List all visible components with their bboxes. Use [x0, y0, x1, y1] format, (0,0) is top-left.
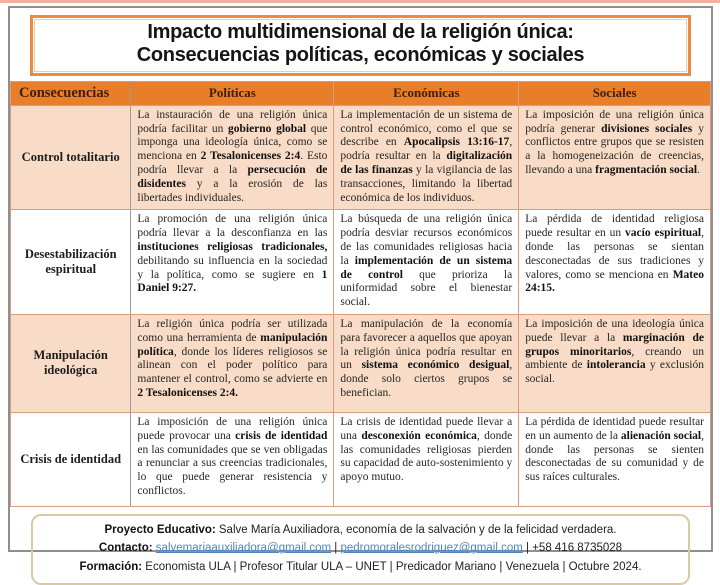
cell-manipulacion-sociales: La imposición de una ideología única puede llevar a la marginación de grupos minoritarios, creando un ambiente de intolerancia y exclusión social. — [519, 314, 711, 412]
cell-control-politicas: La instauración de una religión única podría facilitar un gobierno global que imponga una ideología única, como se menciona en 2 Tesalonicenses 2:4. Esto podría llevar a la persecución de disidentes y a la erosión de las libertades individuales. — [131, 105, 334, 210]
email-link-pedromorales[interactable]: pedromoralesrodriguez@gmail.com — [340, 542, 523, 555]
table-row-control-totalitario — [11, 105, 711, 210]
footer-box — [31, 514, 690, 585]
cell-control-economicas: La implementación de un sistema de control económico, como el que se describe en Apocalipsis 13:16-17, podría resultar en la digitalización de las finanzas y la vigilancia de las transacciones, limitando la libertad económica de los individuos. — [334, 105, 519, 210]
cell-control-sociales: La imposición de una religión única podría generar divisiones sociales y conflictos entre grupos que se resisten a la homogeneización de creencias, llevando a una fragmentación social. — [519, 105, 711, 210]
cell-desestabilizacion-economicas: La búsqueda de una religión única podría desviar recursos económicos de las comunidades religiosas hacia la implementación de un sistema de control que prioriza la uniformidad sobre el bienestar social. — [334, 210, 519, 315]
table-header-row — [11, 81, 711, 105]
header-cell-politicas: Políticas — [131, 81, 334, 105]
separator-pipe: | — [331, 542, 341, 555]
consequences-table — [10, 81, 711, 507]
cell-crisis-sociales: La pérdida de identidad puede resultar en un aumento de la alienación social, donde las personas se sienten desconectadas de su comunidad y de sus raíces culturales. — [519, 412, 711, 506]
row-label: Control totalitario — [11, 105, 131, 210]
title-box — [30, 15, 691, 76]
cell-manipulacion-politicas: La religión única podría ser utilizada como una herramienta de manipulación política, donde los líderes religiosos se alinean con el poder político para mantener el control, como se advierte en 2 Tesalonicenses 2:4. — [131, 314, 334, 412]
header-cell-consecuencias: Consecuencias — [11, 81, 131, 105]
row-label: Crisis de identidad — [11, 412, 131, 506]
footer-line-proyecto — [43, 521, 678, 539]
cell-crisis-economicas: La crisis de identidad puede llevar a una desconexión económica, donde las comunidades religiosas pierden su capacidad de auto-sostenimiento y apoyo mutuo. — [334, 412, 519, 506]
table-row-desestabilizacion-espiritual — [11, 210, 711, 315]
top-edge-strip — [0, 0, 720, 3]
table-row-manipulacion-ideologica — [11, 314, 711, 412]
email-link-salvemaria[interactable]: salvemariaauxiliadora@gmail.com — [155, 542, 332, 555]
table-row-crisis-de-identidad — [11, 412, 711, 506]
footer-text-proyecto: Salve María Auxiliadora, economía de la salvación y de la felicidad verdadera. — [215, 523, 617, 536]
cell-crisis-politicas: La imposición de una religión única puede provocar una crisis de identidad en las comunidades que se ven obligadas a renunciar a sus creencias tradicionales, lo que puede generar resistencia y conflictos. — [131, 412, 334, 506]
footer-line-formacion — [43, 558, 678, 576]
row-label: Desestabilización espiritual — [11, 210, 131, 315]
footer-text-formacion: Economista ULA | Profesor Titular ULA – UNET | Predicador Mariano | Venezuela | Octubre 2024. — [142, 560, 642, 573]
cell-desestabilizacion-politicas: La promoción de una religión única podría llevar a la desconfianza en las instituciones religiosas tradicionales, debilitando su influencia en la sociedad y la política, como se sugiere en 1 Daniel 9:27. — [131, 210, 334, 315]
footer-label-formacion: Formación: — [79, 560, 143, 573]
cell-manipulacion-economicas: La manipulación de la economía para favorecer a aquellos que apoyan la religión única podría resultar en un sistema económico desigual, donde solo ciertos grupos se benefician. — [334, 314, 519, 412]
page-title-line-1: Impacto multidimensional de la religión única: — [147, 21, 574, 43]
footer-line-contacto — [43, 539, 678, 557]
cell-desestabilizacion-sociales: La pérdida de identidad religiosa puede resultar en un vacío espiritual, donde las personas se sientan desconectadas de sus tradiciones y valores, como se menciona en Mateo 24:15. — [519, 210, 711, 315]
row-label: Manipulación ideológica — [11, 314, 131, 412]
page-title-line-2: Consecuencias políticas, económicas y sociales — [136, 44, 585, 67]
footer-phone: | +58 416 8735028 — [522, 542, 623, 555]
footer-label-proyecto: Proyecto Educativo: — [104, 523, 216, 536]
header-cell-sociales: Sociales — [519, 81, 711, 105]
footer-label-contacto: Contacto: — [98, 542, 153, 555]
page-frame — [8, 6, 713, 573]
header-cell-economicas: Económicas — [334, 81, 519, 105]
